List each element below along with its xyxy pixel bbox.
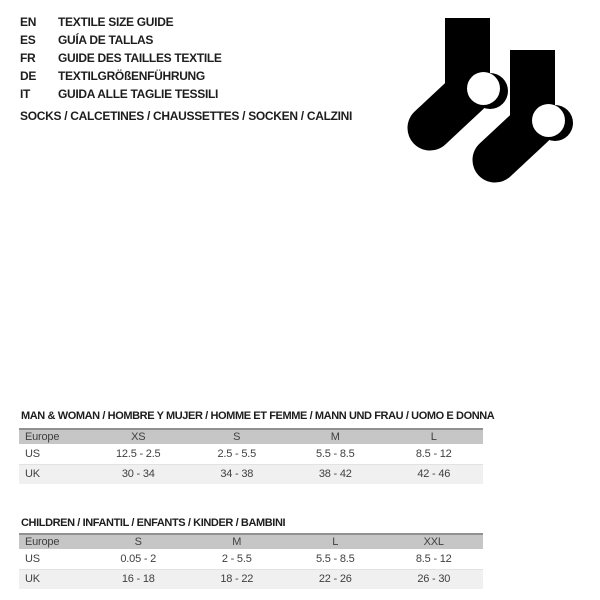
column-header-size: S — [134, 536, 142, 548]
size-cell: 22 - 26 — [318, 573, 352, 586]
table-header-row — [19, 534, 483, 549]
column-header-size: L — [430, 431, 437, 443]
region-cell: US — [25, 447, 40, 460]
table-row-uk — [19, 464, 483, 484]
column-header-size: M — [232, 536, 242, 548]
size-cell: 34 - 38 — [220, 468, 254, 481]
language-row — [20, 49, 222, 67]
language-label: GUÍA DE TALLAS — [58, 33, 154, 47]
language-code: EN — [20, 15, 37, 29]
table-row-us — [19, 549, 483, 569]
adults-size-table — [19, 428, 483, 484]
column-header-size: XS — [131, 431, 146, 443]
size-cell: 12.5 - 2.5 — [116, 447, 161, 460]
size-cell: 8.5 - 12 — [415, 447, 452, 460]
heel-cutout — [467, 72, 500, 105]
region-cell: UK — [25, 573, 40, 586]
size-cell: 38 - 42 — [318, 468, 352, 481]
size-cell: 5.5 - 8.5 — [315, 447, 355, 460]
socks-icon — [390, 0, 600, 190]
size-cell: 30 - 34 — [121, 468, 155, 481]
language-code: DE — [20, 69, 37, 83]
column-header-size: S — [233, 431, 241, 443]
table-title-children: CHILDREN / INFANTIL / ENFANTS / KINDER / BAMBINI — [21, 517, 286, 529]
size-cell: 18 - 22 — [220, 573, 254, 586]
size-cell: 2 - 5.5 — [221, 552, 252, 565]
table-header-row — [19, 429, 483, 444]
children-size-table — [19, 533, 483, 589]
size-cell: 2.5 - 5.5 — [217, 447, 257, 460]
size-table-children — [19, 517, 483, 589]
column-header-size: XXL — [423, 536, 444, 548]
language-code: FR — [20, 51, 36, 65]
size-cell: 0.05 - 2 — [120, 552, 157, 565]
heel-cutout — [532, 104, 565, 137]
size-cell: 8.5 - 12 — [415, 552, 452, 565]
sock-front — [495, 50, 573, 160]
language-code: IT — [20, 87, 31, 101]
language-label: TEXTILGRÖßENFÜHRUNG — [58, 69, 205, 83]
language-label: TEXTILE SIZE GUIDE — [58, 15, 174, 29]
size-cell: 26 - 30 — [417, 573, 451, 586]
size-cell: 5.5 - 8.5 — [315, 552, 355, 565]
language-row — [20, 13, 222, 31]
language-label: GUIDE DES TAILLES TEXTILE — [58, 51, 222, 65]
size-table-adults — [19, 410, 495, 484]
language-list — [20, 13, 222, 103]
region-cell: US — [25, 552, 40, 565]
column-header-size: M — [330, 431, 340, 443]
language-label: GUIDA ALLE TAGLIE TESSILI — [58, 87, 219, 101]
language-row — [20, 31, 222, 49]
table-row-uk — [19, 569, 483, 589]
column-header-region: Europe — [25, 431, 60, 443]
region-cell: UK — [25, 468, 40, 481]
language-code: ES — [20, 33, 36, 47]
table-row-us — [19, 444, 483, 464]
language-row — [20, 85, 222, 103]
size-cell: 16 - 18 — [121, 573, 155, 586]
sock-back — [430, 18, 508, 128]
column-header-region: Europe — [25, 536, 60, 548]
language-row — [20, 67, 222, 85]
column-header-size: L — [332, 536, 339, 548]
category-heading: SOCKS / CALCETINES / CHAUSSETTES / SOCKEN / CALZINI — [20, 109, 353, 123]
size-cell: 42 - 46 — [417, 468, 451, 481]
table-title-adults: MAN & WOMAN / HOMBRE Y MUJER / HOMME ET FEMME / MANN UND FRAU / UOMO E DONNA — [21, 410, 495, 422]
